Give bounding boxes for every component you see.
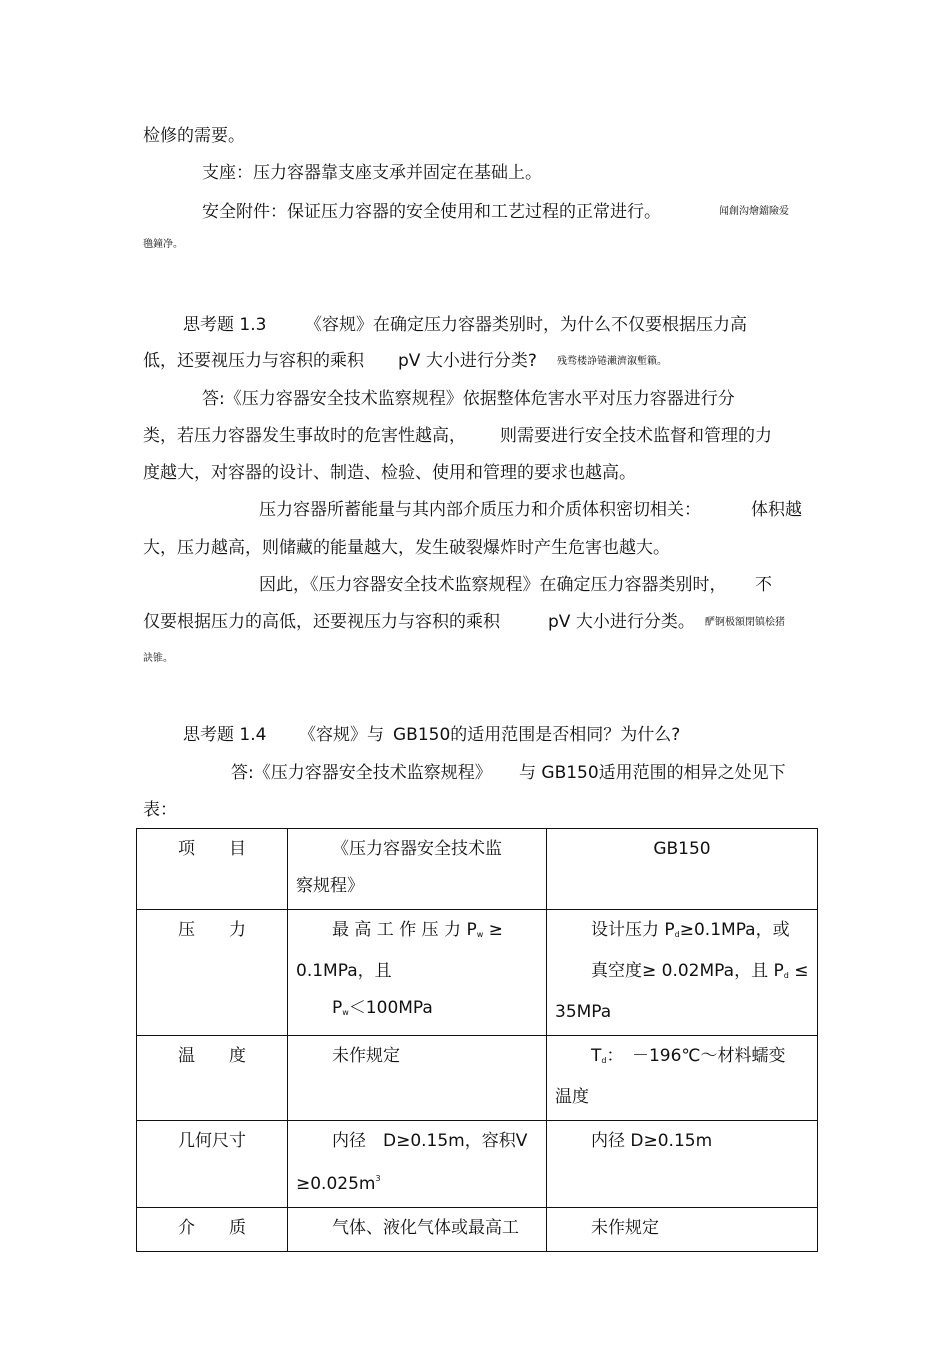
question-text: GB150的适用范围是否相同？为什么? <box>393 725 681 745</box>
table-cell <box>547 910 818 1036</box>
table-cell <box>288 829 547 910</box>
text-line: 安全附件：保证压力容器的安全使用和工艺过程的正常进行。 <box>202 202 661 222</box>
cell-text: ≥0.025m <box>296 1174 376 1194</box>
answer-text: 体积越 <box>751 500 802 520</box>
subscript: d <box>783 971 789 980</box>
cell-text: P <box>664 920 675 940</box>
table-cell <box>137 910 288 1036</box>
table-cell <box>547 1036 818 1121</box>
cell-text: V <box>515 1131 528 1151</box>
question-text: 低，还要视压力与容积的乘积 <box>143 351 364 371</box>
cell-text: ≤ <box>794 961 809 981</box>
cell-text: 设计压力 <box>591 920 659 940</box>
cell-line <box>296 1123 538 1160</box>
cell-text: 0.1MPa，且 <box>296 961 392 981</box>
answer-text: 与 GB150适用范围的相异之处见下 <box>519 763 786 783</box>
table-cell <box>288 910 547 1036</box>
cell-text <box>466 920 502 940</box>
answer-text: 大，压力越高，则储藏的能量越大，发生破裂爆炸时产生危害也越大。 <box>143 538 670 558</box>
cell-line <box>555 912 809 953</box>
answer-text: 度越大，对容器的设计、制造、检验、使用和管理的要求也越高。 <box>143 463 636 483</box>
table-cell <box>137 829 288 910</box>
text-line: 支座：压力容器靠支座支承并固定在基础上。 <box>202 163 542 183</box>
header-item: 项 目 <box>178 839 246 859</box>
question-label: 思考题 1.4 <box>183 725 267 745</box>
cell-text: 35MPa <box>555 1002 612 1022</box>
subscript: w <box>342 1008 349 1017</box>
table-row <box>137 1208 818 1252</box>
cell-text: ≥ <box>488 920 503 940</box>
row-label: 压 力 <box>178 920 246 940</box>
cell-line <box>555 953 809 994</box>
table-cell <box>137 1036 288 1121</box>
cell-text: ≥0.1MPa，或 <box>679 920 790 940</box>
table-cell <box>547 1121 818 1208</box>
small-text: 酽锕极額閉镇桧猪 <box>705 617 785 628</box>
row-label: 温 度 <box>178 1046 246 1066</box>
answer-text: pV 大小进行分类。 <box>548 612 695 632</box>
table-cell <box>137 1121 288 1208</box>
header-regulation: 察规程》 <box>296 876 364 896</box>
answer-text: 压力容器所蓄能量与其内部介质压力和介质体积密切相关： <box>259 500 701 520</box>
table-row <box>137 1121 818 1208</box>
text-line: 检修的需要。 <box>143 126 245 146</box>
cell-text: P <box>466 920 477 940</box>
cell-line <box>296 912 538 953</box>
comparison-table <box>136 828 818 1252</box>
cell-text: 内径 D≥0.15m，容积 <box>332 1131 516 1151</box>
cell-text: 真空度≥ 0.02MPa，且 P <box>591 961 784 981</box>
subscript: d <box>674 930 680 939</box>
cell-text: T <box>591 1046 602 1066</box>
superscript: 3 <box>375 1174 381 1183</box>
cell-text: 未作规定 <box>332 1046 400 1066</box>
row-label: 几何尺寸 <box>178 1131 246 1151</box>
answer-text: 则需要进行安全技术监督和管理的力 <box>500 426 772 446</box>
cell-text: P <box>332 998 343 1018</box>
cell-text: ： －196℃～材料蠕变 <box>606 1046 786 1066</box>
table-cell <box>288 1208 547 1252</box>
subscript: w <box>476 930 484 939</box>
cell-text: 温度 <box>555 1087 589 1107</box>
header-regulation: 《压力容器安全技术监 <box>332 839 502 859</box>
answer-text: 答:《压力容器安全技术监察规程》 <box>231 763 492 783</box>
table-cell <box>288 1121 547 1208</box>
table-row <box>137 910 818 1036</box>
cell-text: ＜100MPa <box>348 998 433 1018</box>
cell-text: 气体、液化气体或最高工 <box>332 1218 519 1238</box>
row-label: 介 质 <box>178 1218 246 1238</box>
cell-text: 未作规定 <box>591 1218 659 1238</box>
question-text: 《容规》与 <box>299 725 384 745</box>
answer-text: 仅要根据压力的高低，还要视压力与容积的乘积 <box>143 612 500 632</box>
table-header-row <box>137 829 818 910</box>
cell-line <box>555 1038 809 1079</box>
small-text: 残骛楼諍锩瀨濟溆塹籟。 <box>557 356 667 367</box>
answer-text: 类，若压力容器发生事故时的危害性越高， <box>143 426 466 446</box>
question-label: 思考题 1.3 <box>183 315 267 335</box>
answer-text: 表： <box>143 800 177 820</box>
question-text: pV 大小进行分类? <box>398 351 537 371</box>
table-cell <box>137 1208 288 1252</box>
small-text: 闻創沟燴鐺險爱 <box>719 206 789 217</box>
cell-line <box>296 990 538 1031</box>
cell-line <box>296 1160 538 1203</box>
small-text: 氇鐘净。 <box>143 239 183 250</box>
answer-text: 答:《压力容器安全技术监察规程》依据整体危害水平对压力容器进行分 <box>202 389 735 409</box>
table-cell <box>547 1208 818 1252</box>
question-text: 《容规》在确定压力容器类别时，为什么不仅要根据压力高 <box>305 315 747 335</box>
table-cell <box>547 829 818 910</box>
cell-text: 内径 D≥0.15m <box>591 1131 713 1151</box>
answer-text: 不 <box>755 575 772 595</box>
subscript: d <box>601 1056 607 1065</box>
table-row <box>137 1036 818 1121</box>
small-text: 訣锥。 <box>143 653 173 664</box>
table-cell <box>288 1036 547 1121</box>
header-gb150: GB150 <box>653 839 711 859</box>
answer-text: 因此，《压力容器安全技术监察规程》在确定压力容器类别时， <box>259 575 727 595</box>
cell-text: 最 高 工 作 压 力 <box>332 920 462 940</box>
